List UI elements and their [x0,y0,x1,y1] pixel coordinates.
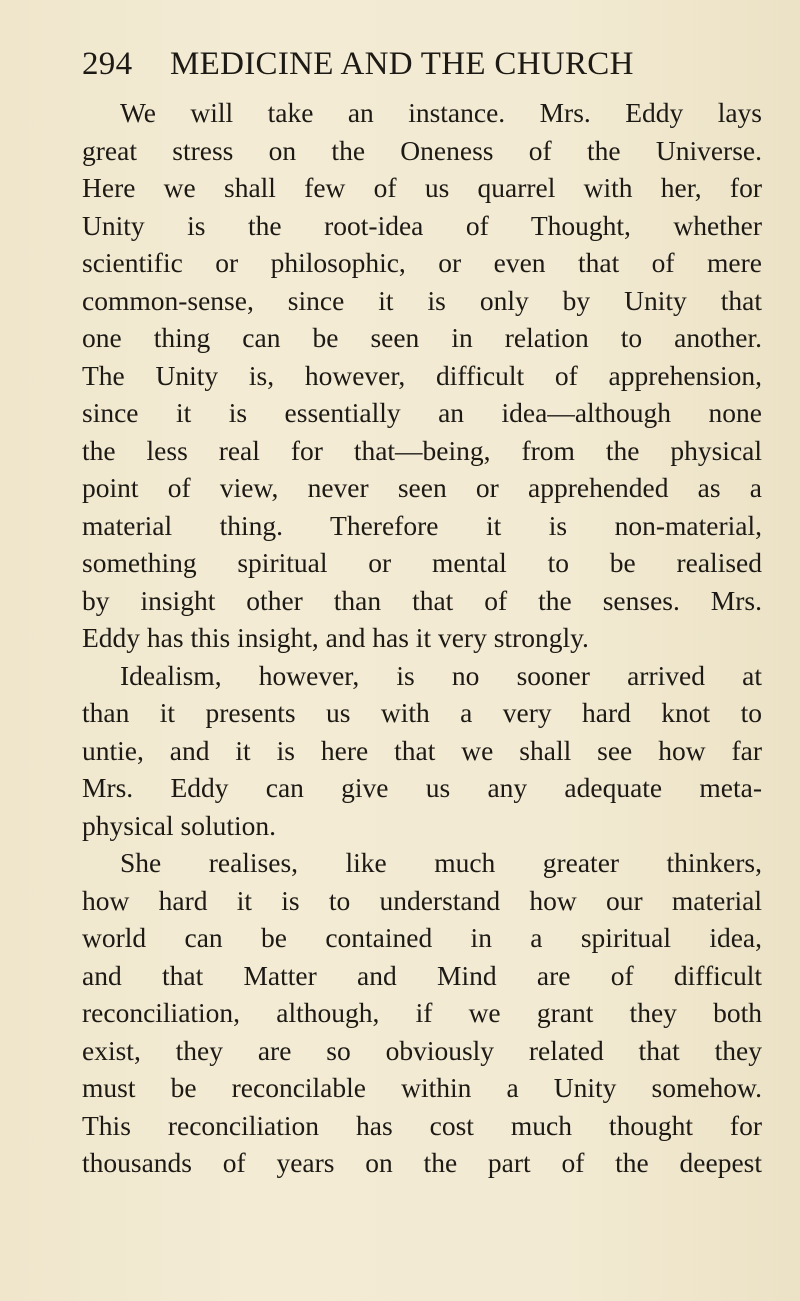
running-header [82,42,722,86]
paragraph-3-line: This reconciliation has cost much thought for [82,1109,762,1141]
paragraph-3-line: world can be contained in a spiritual idea, [82,922,762,953]
paragraph-3-line: thousands of years on the part of the deepest [82,1147,762,1178]
paragraph-3-line: She realises, like much greater thinkers, [120,847,762,878]
paragraph-1-line: The Unity is, however, difficult of apprehension, [82,359,762,391]
paragraph-1-line: We will take an instance. Mrs. Eddy lays [120,97,762,128]
page-number: 294 [82,46,133,82]
paragraph-1-line: one thing can be seen in relation to another. [82,322,762,353]
paragraph-1-line: the less real for that—being, from the physical [82,434,762,466]
paragraph-1-line: by insight other than that of the senses. Mrs. [82,584,762,616]
paragraph-1-line: something spiritual or mental to be realised [82,547,762,578]
paragraph-3-line: how hard it is to understand how our material [82,884,762,916]
paragraph-1-line: Unity is the root-idea of Thought, whether [82,209,762,241]
paragraph-1-line: great stress on the Oneness of the Universe. [82,134,762,166]
paragraph-1-line: Here we shall few of us quarrel with her, for [82,172,762,203]
paragraph-2-line: untie, and it is here that we shall see how far [82,734,762,766]
paragraph-1-line: Eddy has this insight, and has it very strongly. [82,622,589,653]
paragraph-2-line: than it presents us with a very hard knot to [82,697,762,728]
paragraph-1-line: scientific or philosophic, or even that of mere [82,247,762,278]
paragraph-1-line: material thing. Therefore it is non-material, [82,509,762,541]
paragraph-1-line: common-sense, since it is only by Unity that [82,284,762,316]
paragraph-3-line: must be reconcilable within a Unity somehow. [82,1072,762,1103]
paragraph-2-line: physical solution. [82,809,277,841]
paragraph-3-line: reconciliation, although, if we grant they both [82,997,762,1028]
paragraph-3-line: exist, they are so obviously related that they [82,1034,762,1066]
paragraph-1-line: point of view, never seen or apprehended as a [82,472,762,503]
paragraph-2-line: Idealism, however, is no sooner arrived at [120,659,762,691]
body-text [82,94,762,1182]
paragraph-3-line: and that Matter and Mind are of difficult [82,959,762,991]
running-title: MEDICINE AND THE CHURCH [170,46,634,82]
paragraph-2-line: Mrs. Eddy can give us any adequate meta- [82,772,762,803]
paragraph-1-line: since it is essentially an idea—although none [82,397,762,428]
